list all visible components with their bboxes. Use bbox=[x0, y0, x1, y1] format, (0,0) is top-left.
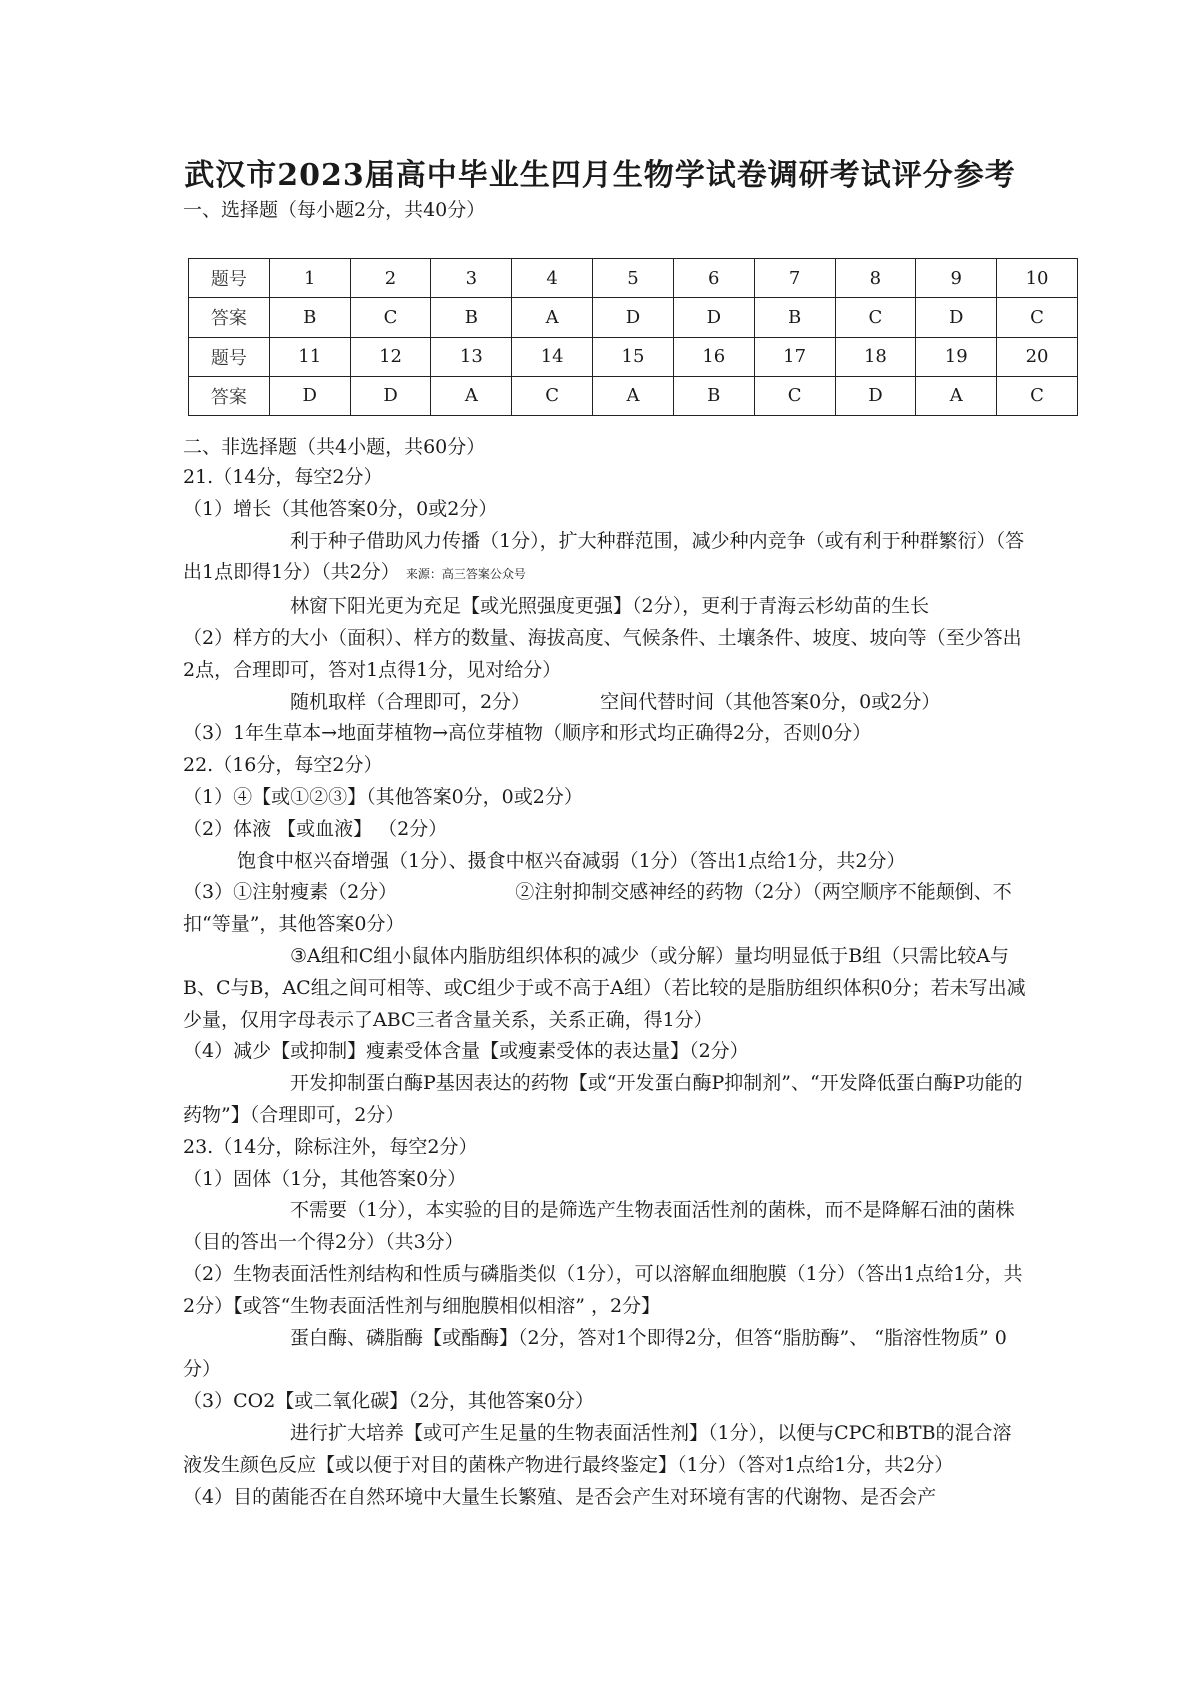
q21-part3: （3）1年生草本→地面芽植物→高位芽植物（顺序和形式均正确得2分，否则0分） bbox=[183, 722, 872, 745]
table-cell: B bbox=[673, 376, 754, 415]
q21-part2-b-right: 空间代替时间（其他答案0分，0或2分） bbox=[600, 690, 941, 713]
table-cell: D bbox=[916, 298, 997, 337]
table-cell: A bbox=[593, 376, 674, 415]
q21-part1-b bbox=[183, 526, 1028, 592]
table-cell: 16 bbox=[673, 337, 754, 376]
table-cell: 11 bbox=[269, 337, 350, 376]
q21-part1-b-text: 利于种子借助风力传播（1分），扩大种群范围，减少种内竞争（或有利于种群繁衍）（答出1点即得1分）（共2分） bbox=[183, 529, 1025, 584]
table-cell: 7 bbox=[754, 259, 835, 298]
table-cell: 15 bbox=[593, 337, 674, 376]
table-cell: B bbox=[269, 298, 350, 337]
q22-part3-b: ②注射抑制交感神经的药物（2分）（两空顺序不能颠倒、不扣“等量”，其他答案0分） bbox=[183, 881, 1012, 936]
table-cell: 13 bbox=[431, 337, 512, 376]
q22-part3-a: （3）①注射瘦素（2分） bbox=[183, 881, 398, 904]
table-row bbox=[189, 376, 1078, 415]
q22-part4: （4）减少【或抑制】瘦素受体含量【或瘦素受体的表达量】（2分） bbox=[183, 1040, 749, 1063]
table-cell: C bbox=[350, 298, 431, 337]
q23-heading: 23.（14分，除标注外，每空2分） bbox=[183, 1135, 478, 1158]
table-cell: D bbox=[350, 376, 431, 415]
table-cell: A bbox=[916, 376, 997, 415]
answer-body-text bbox=[183, 462, 1028, 1513]
table-cell: A bbox=[431, 376, 512, 415]
table-cell: 12 bbox=[350, 337, 431, 376]
table-cell: D bbox=[835, 376, 916, 415]
page-title: 武汉市2023届高中毕业生四月生物学试卷调研考试评分参考 bbox=[184, 158, 1016, 193]
table-cell: 9 bbox=[916, 259, 997, 298]
table-cell: 4 bbox=[512, 259, 593, 298]
section-heading-nonchoice: 二、非选择题（共4小题，共60分） bbox=[183, 436, 486, 458]
table-cell: 6 bbox=[673, 259, 754, 298]
q21-part1-c: 林窗下阳光更为充足【或光照强度更强】（2分），更利于青海云杉幼苗的生长 bbox=[290, 595, 930, 618]
table-cell: 8 bbox=[835, 259, 916, 298]
q23-part1-b: 不需要（1分），本实验的目的是筛选产生物表面活性剂的菌株，而不是降解石油的菌株（目的答出一个得2分）（共3分） bbox=[183, 1199, 1015, 1254]
source-note: 来源：高三答案公众号 bbox=[405, 567, 526, 582]
table-row bbox=[189, 298, 1078, 337]
q21-part2-b bbox=[183, 687, 1028, 719]
answer-table bbox=[188, 258, 1078, 416]
table-cell: D bbox=[673, 298, 754, 337]
table-cell: B bbox=[431, 298, 512, 337]
q23-part3-b: 进行扩大培养【或可产生足量的生物表面活性剂】（1分），以便与CPC和BTB的混合溶液发生颜色反应【或以便于对目的菌株产物进行最终鉴定】（1分）（答对1点给1分，共2分） bbox=[183, 1421, 1012, 1476]
table-cell: B bbox=[754, 298, 835, 337]
table-cell: A bbox=[512, 298, 593, 337]
table-cell: 18 bbox=[835, 337, 916, 376]
q23-part2-b: 蛋白酶、磷脂酶【或酯酶】（2分，答对1个即得2分，但答“脂肪酶”、 “脂溶性物质” 0分） bbox=[183, 1326, 1007, 1381]
table-row bbox=[189, 259, 1078, 298]
q22-part4-b: 开发抑制蛋白酶P基因表达的药物【或“开发蛋白酶P抑制剂”、“开发降低蛋白酶P功能的药物”】（合理即可，2分） bbox=[183, 1072, 1023, 1126]
q22-part3-c: ③A组和C组小鼠体内脂肪组织体积的减少（或分解）量均明显低于B组（只需比较A与B、C与B，AC组之间可相等、或C组少于或不高于A组）（若比较的是脂肪组织体积0分；若未写出减少量，仅用字母表示了ABC三者含量关系，关系正确，得1分） bbox=[183, 944, 1026, 1031]
q22-part2: （2）体液 【或血液】 （2分） bbox=[183, 817, 448, 840]
table-cell: D bbox=[269, 376, 350, 415]
table-cell: 10 bbox=[997, 259, 1078, 298]
table-cell: 5 bbox=[593, 259, 674, 298]
table-cell: D bbox=[593, 298, 674, 337]
table-cell: 1 bbox=[269, 259, 350, 298]
table-cell: C bbox=[997, 376, 1078, 415]
q23-part3: （3）CO2【或二氧化碳】（2分，其他答案0分） bbox=[183, 1390, 594, 1413]
table-row-header: 答案 bbox=[189, 376, 270, 415]
q21-part1: （1）增长（其他答案0分，0或2分） bbox=[183, 497, 498, 520]
table-cell: C bbox=[835, 298, 916, 337]
q23-part1: （1）固体（1分，其他答案0分） bbox=[183, 1167, 467, 1190]
q22-part1: （1）④【或①②③】（其他答案0分，0或2分） bbox=[183, 785, 583, 808]
table-cell: 3 bbox=[431, 259, 512, 298]
q23-part2: （2）生物表面活性剂结构和性质与磷脂类似（1分），可以溶解血细胞膜（1分）（答出1点给1分，共2分）【或答“生物表面活性剂与细胞膜相似相溶” ，2分】 bbox=[183, 1262, 1023, 1317]
table-cell: 14 bbox=[512, 337, 593, 376]
q23-part4: （4）目的菌能否在自然环境中大量生长繁殖、是否会产生对环境有害的代谢物、是否会产 bbox=[183, 1485, 937, 1508]
q22-part2-b: 饱食中枢兴奋增强（1分）、摄食中枢兴奋减弱（1分）（答出1点给1分，共2分） bbox=[237, 849, 906, 872]
table-row-header: 题号 bbox=[189, 337, 270, 376]
table-cell: C bbox=[512, 376, 593, 415]
table-cell: 17 bbox=[754, 337, 835, 376]
table-row bbox=[189, 337, 1078, 376]
q21-part2: （2）样方的大小（面积）、样方的数量、海拔高度、气候条件、土壤条件、坡度、坡向等（至少答出2点，合理即可，答对1点得1分，见对给分） bbox=[183, 626, 1022, 681]
table-cell: C bbox=[997, 298, 1078, 337]
table-cell: 2 bbox=[350, 259, 431, 298]
table-row-header: 题号 bbox=[189, 259, 270, 298]
table-cell: 20 bbox=[997, 337, 1078, 376]
q21-heading: 21.（14分，每空2分） bbox=[183, 466, 383, 488]
table-cell: 19 bbox=[916, 337, 997, 376]
q22-part3 bbox=[183, 877, 1028, 941]
table-row-header: 答案 bbox=[189, 298, 270, 337]
table-cell: C bbox=[754, 376, 835, 415]
q22-heading: 22.（16分，每空2分） bbox=[183, 754, 383, 777]
section-heading-choice: 一、选择题（每小题2分，共40分） bbox=[183, 199, 486, 221]
q21-part2-b-left: 随机取样（合理即可，2分） bbox=[290, 690, 531, 713]
